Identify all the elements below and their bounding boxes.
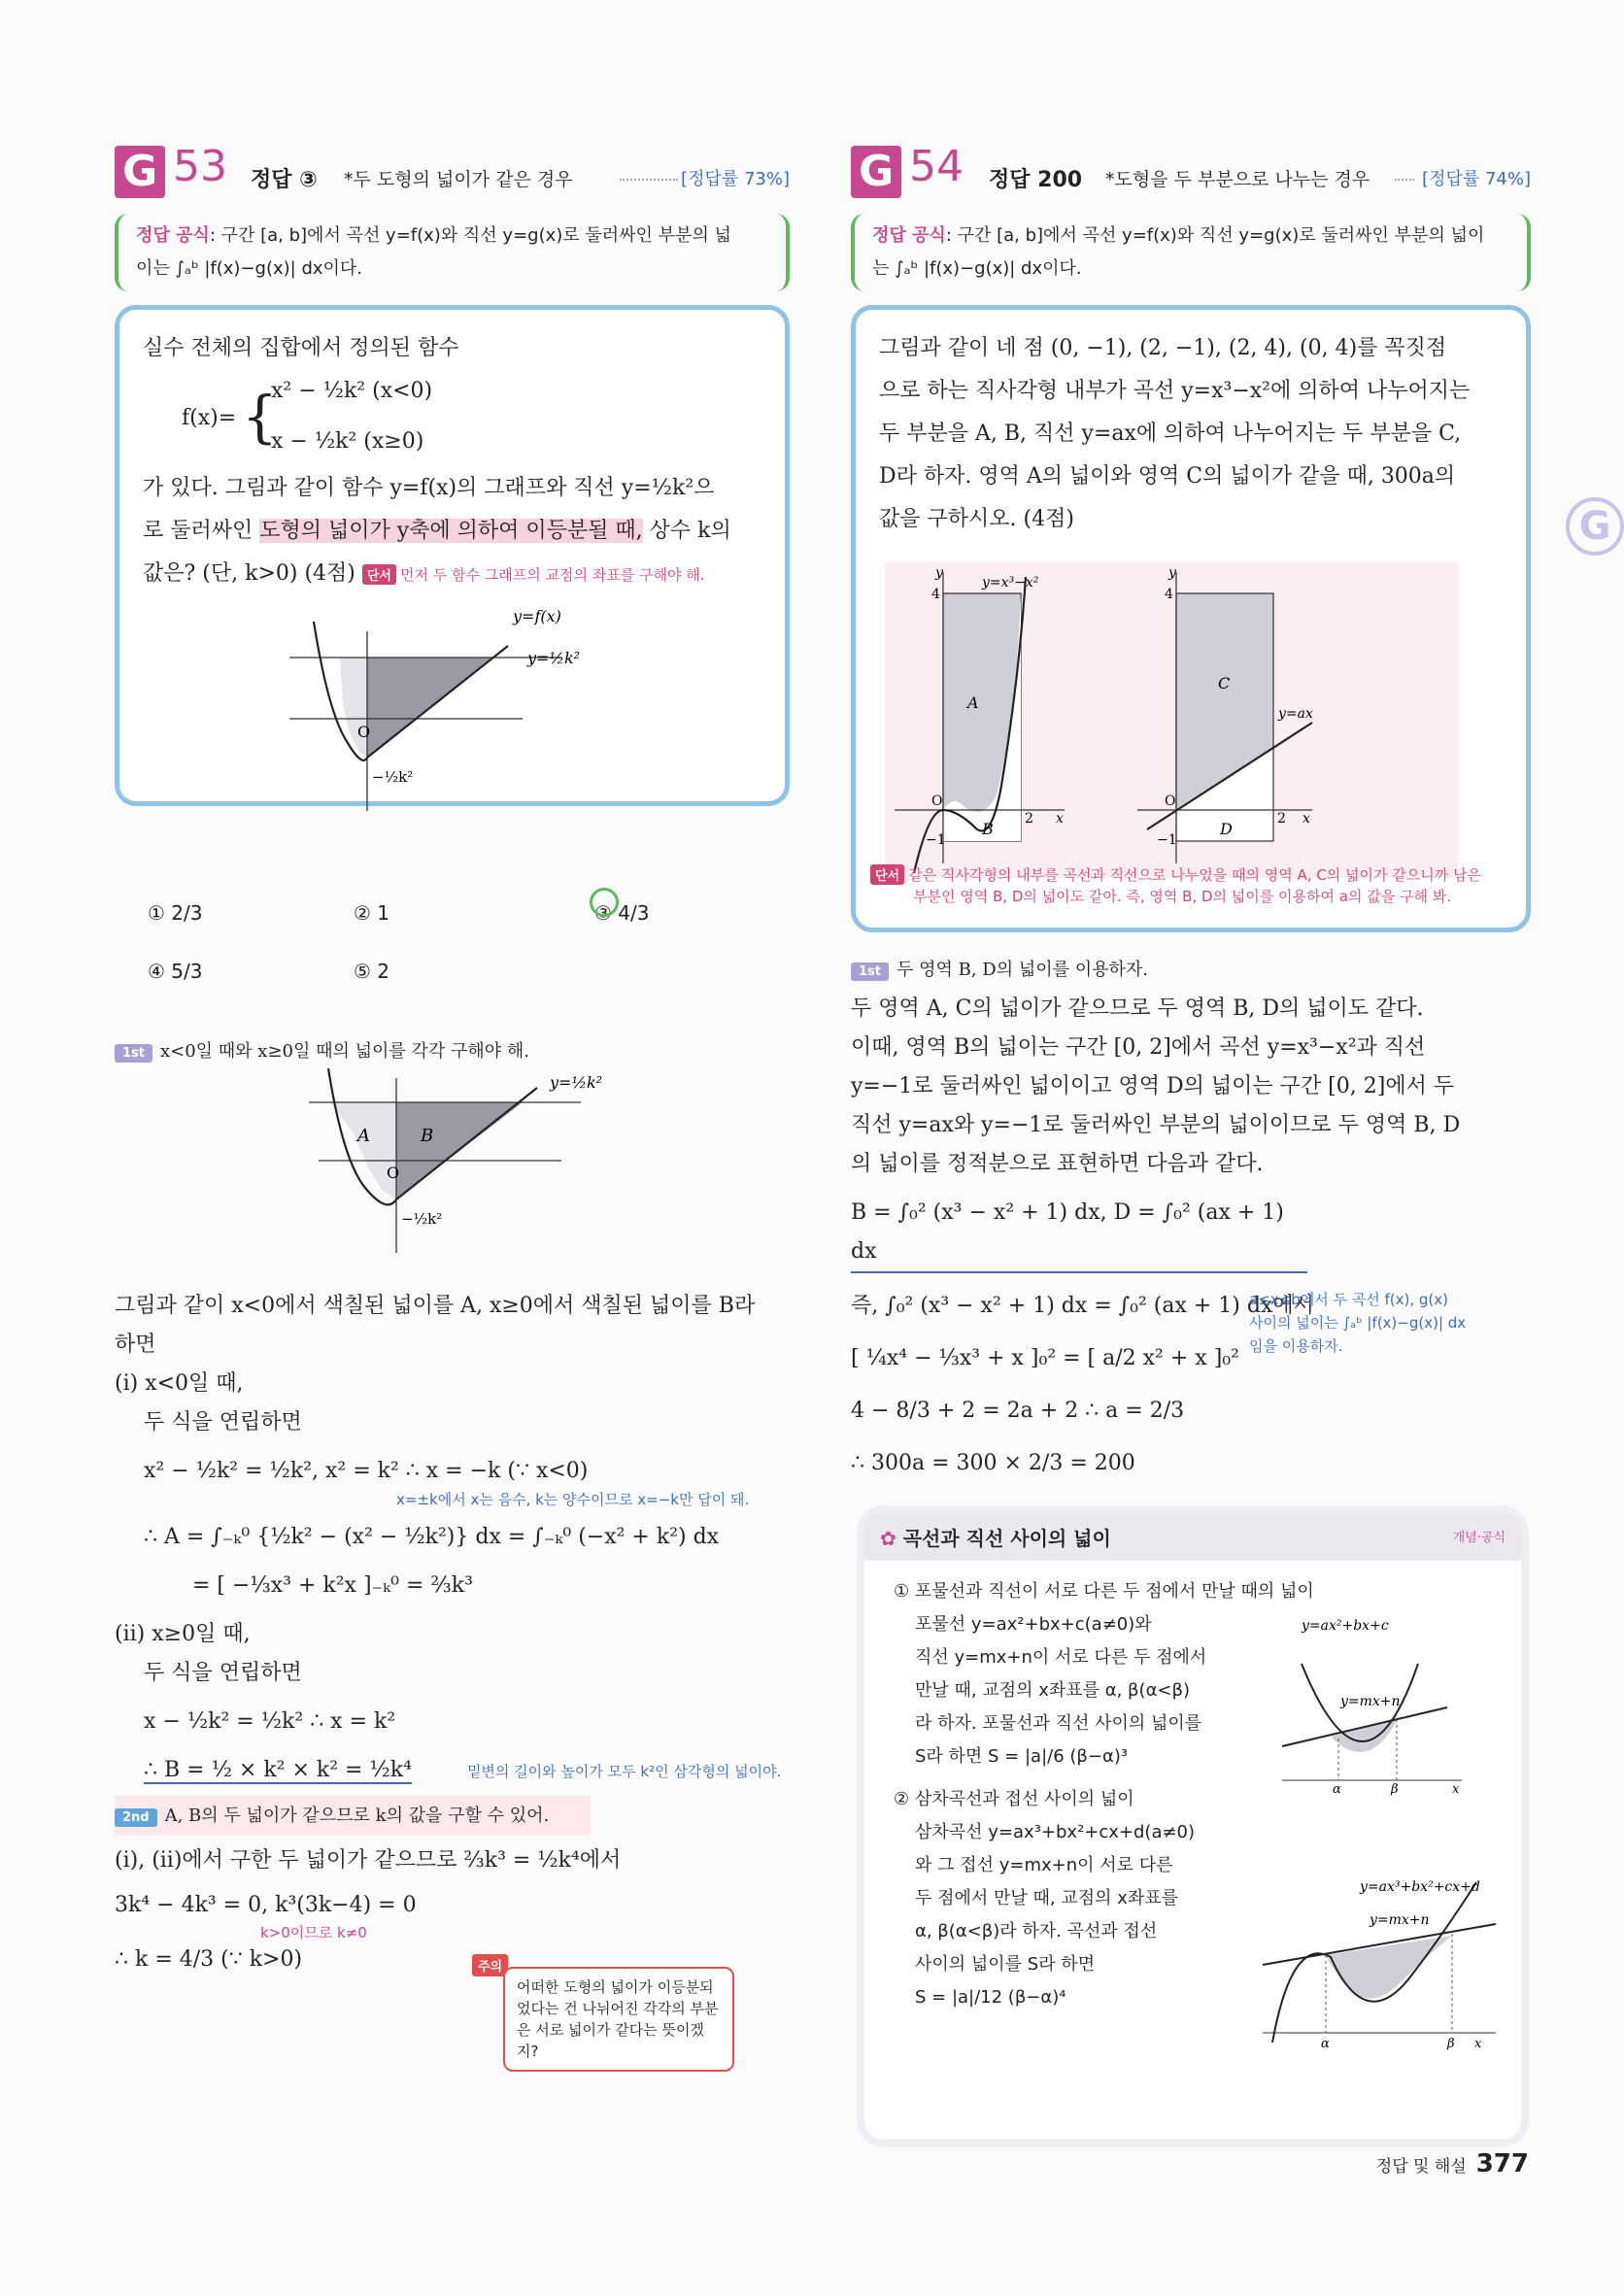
chapter-tab: G — [1566, 497, 1624, 556]
question-graph — [270, 607, 678, 821]
step-1-tag: 1st — [851, 962, 889, 981]
region-b-label: B — [421, 1126, 434, 1146]
concept-line: 라 하자. 포물선과 직선 사이의 넓이를 — [915, 1713, 1202, 1734]
concept-line: 직선 y=mx+n이 서로 다른 두 점에서 — [915, 1647, 1207, 1668]
region-a-label: A — [357, 1126, 370, 1146]
problem-header — [851, 136, 1531, 200]
star-icon: ✿ — [880, 1527, 897, 1550]
question-line: 으로 하는 직사각형 내부가 곡선 y=x³−x²에 의하여 나누어지는 — [879, 379, 1471, 403]
sol-line: 하면 — [115, 1333, 156, 1357]
question-line: 값을 구하시오. (4점) — [879, 507, 1074, 531]
sol-line: 이때, 영역 B의 넓이는 구간 [0, 2]에서 곡선 y=x³−x²과 직선 — [851, 1035, 1426, 1060]
equation: ∴ 300a = 300 × 2/3 = 200 — [851, 1451, 1135, 1475]
formula-label: 정답 공식 — [136, 225, 210, 246]
question-line: 그림과 같이 네 점 (0, −1), (2, −1), (2, 4), (0, 4)를 꼭짓점 — [879, 336, 1447, 360]
solution-body — [115, 1287, 795, 1979]
step-1-tag: 1st — [115, 1044, 152, 1063]
x-label: x — [1056, 811, 1064, 827]
sol-line: 의 넓이를 정적분으로 표현하면 다음과 같다. — [851, 1152, 1264, 1176]
equation: [ ¼x⁴ − ⅓x³ + x ]₀² = [ a/2 x² + x ]₀² — [851, 1346, 1239, 1370]
step-2 — [115, 1796, 591, 1836]
tick-2: 2 — [1025, 811, 1033, 827]
brace: { — [242, 384, 278, 450]
concept-tag: 개념·공식 — [1452, 1531, 1506, 1545]
line-label: y=mx+n — [1370, 1912, 1430, 1928]
alpha-label: α — [1321, 2037, 1330, 2051]
note: 밑변의 길이와 높이가 모두 k²인 삼각형의 넓이야. — [466, 1763, 782, 1780]
question-line: D라 하자. 영역 A의 넓이와 영역 C의 넓이가 같을 때, 300a의 — [879, 464, 1456, 489]
origin-label: O — [931, 793, 943, 809]
beta-label: β — [1391, 1782, 1399, 1797]
step-2-tag: 2nd — [115, 1808, 157, 1827]
question-line-1: 실수 전체의 집합에서 정의된 함수 — [143, 336, 459, 360]
x-label: x — [1474, 2037, 1482, 2051]
divider — [620, 179, 678, 181]
solution-body — [851, 950, 1531, 1483]
formula-label: 정답 공식 — [872, 225, 946, 246]
line-label: y=mx+n — [1340, 1694, 1401, 1709]
note: k>0이므로 k≠0 — [260, 1924, 367, 1941]
tick-4b: 4 — [1165, 587, 1173, 602]
region-b-label: B — [982, 820, 994, 838]
origin-label: O — [357, 723, 371, 741]
concept-line: 사이의 넓이를 S라 하면 — [915, 1954, 1096, 1975]
caution-box: 어떠한 도형의 넓이가 이등분되었다는 건 나뉘어진 각각의 부분은 서로 넓이가 같다는 뜻이겠지? — [503, 1967, 734, 2072]
equation: 즉, ∫₀² (x³ − x² + 1) dx = ∫₀² (ax + 1) dx에서 — [851, 1294, 1314, 1318]
tick-neg1b: −1 — [1157, 832, 1177, 848]
q4c: 상수 k의 — [642, 519, 731, 543]
problem-53 — [115, 136, 790, 2060]
answer-formula — [851, 214, 1531, 291]
curve-label: y=ax³+bx²+cx+d — [1360, 1879, 1480, 1895]
equation: ∴ A = ∫₋ₖ⁰ {½k² − (x² − ½k²)} dx = ∫₋ₖ⁰ (−x² + k²) dx — [144, 1525, 720, 1549]
choice-4[interactable]: ④ 5/3 — [148, 960, 203, 983]
alpha-label: α — [1333, 1782, 1341, 1797]
choice-2[interactable]: ② 1 — [354, 901, 390, 925]
concept-line: 두 점에서 만날 때, 교점의 x좌표를 — [915, 1888, 1179, 1908]
x-label: x — [1452, 1782, 1460, 1797]
region-a-label: A — [967, 693, 979, 712]
curve-label: y=x³−x² — [982, 575, 1039, 591]
tick-neg1: −1 — [926, 832, 946, 848]
origin-label: O — [387, 1164, 400, 1182]
fx-label: y=f(x) — [513, 607, 561, 625]
equation: 3k⁴ − 4k³ = 0, k³(3k−4) = 0 — [115, 1893, 417, 1917]
formula-text: : 구간 [a, b]에서 곡선 y=f(x)와 직선 y=g(x)로 둘러싸인 부분의 넓 — [209, 225, 731, 246]
unit-badge: G — [851, 146, 901, 198]
question-line: 두 부분을 A, B, 직선 y=ax에 의하여 나누어지는 두 부분을 C, — [879, 422, 1462, 446]
accuracy-rate: [정답률 73%] — [681, 169, 790, 189]
topic-label: *도형을 두 부분으로 나누는 경우 — [1105, 169, 1370, 190]
question-line-3: 가 있다. 그림과 같이 함수 y=f(x)의 그래프와 직선 y=½k²으 — [143, 476, 715, 500]
region-d-label: D — [1220, 820, 1233, 838]
step-1-text: x<0일 때와 x≥0일 때의 넓이를 각각 구해야 해. — [160, 1041, 529, 1062]
q5: 값은? (단, k>0) (4점) — [143, 561, 355, 586]
concept-title-text: 곡선과 직선 사이의 넓이 — [902, 1527, 1111, 1550]
hint-block — [870, 864, 1511, 907]
piecewise-function — [143, 370, 761, 467]
region-left — [340, 658, 367, 758]
problem-54 — [851, 136, 1531, 2051]
case-1: x² − ½k² (x<0) — [271, 379, 433, 403]
equation-b — [115, 1751, 795, 1790]
formula-text-2: 이는 ∫ₐᵇ |f(x)−g(x)| dx이다. — [136, 258, 363, 279]
question-graphs — [885, 562, 1458, 878]
note-line: 사이의 넓이는 ∫ₐᵇ |f(x)−g(x)| dx — [1249, 1314, 1467, 1332]
choice-1[interactable]: ① 2/3 — [148, 901, 203, 925]
accuracy-rate: [정답률 74%] — [1422, 169, 1531, 189]
note-line: 임을 이용하자. — [1249, 1337, 1343, 1355]
fx-label: f(x)= — [182, 406, 237, 430]
equation: ∴ k = 4/3 (∵ k>0) — [115, 1947, 303, 1972]
side-note — [1249, 1288, 1531, 1358]
caution-tag: 주의 — [472, 1954, 508, 1976]
footer — [1376, 2149, 1529, 2178]
concept-line: α, β(α<β)라 하자. 곡선과 접선 — [915, 1921, 1158, 1941]
curve-label: y=ax²+bx+c — [1302, 1618, 1389, 1634]
step-2-text: A, B의 두 넓이가 같으므로 k의 값을 구할 수 있어. — [164, 1806, 550, 1826]
correct-mark-icon — [590, 888, 619, 917]
concept-title — [864, 1513, 1521, 1561]
concept-box — [864, 1513, 1521, 2140]
cubic-graph — [1253, 1877, 1515, 2052]
concept-line: 만날 때, 교점의 x좌표를 α, β(α<β) — [915, 1680, 1191, 1701]
y-label: y — [935, 565, 943, 581]
formula-text-2: 는 ∫ₐᵇ |f(x)−g(x)| dx이다. — [872, 258, 1082, 279]
sol-line: 두 영역 A, C의 넓이가 같으므로 두 영역 B, D의 넓이도 같다. — [851, 996, 1424, 1021]
sol-line: 직선 y=ax와 y=−1로 둘러싸인 부분의 넓이이므로 두 영역 B, D — [851, 1113, 1461, 1137]
concept-2-title: ② 삼차곡선과 접선 사이의 넓이 — [894, 1789, 1134, 1809]
hint-text-2: 부분인 영역 B, D의 넓이도 같아. 즉, 영역 B, D의 넓이를 이용하여 a의 값을 구해 봐. — [913, 888, 1451, 905]
equation: = [ −⅓x³ + k²x ]₋ₖ⁰ = ⅔k³ — [192, 1573, 473, 1598]
step-1-text: 두 영역 B, D의 넓이를 이용하자. — [897, 960, 1148, 980]
footer-label: 정답 및 해설 — [1375, 2157, 1467, 2177]
equation: B = ∫₀² (x³ − x² + 1) dx, D = ∫₀² (ax + 1) dx — [851, 1194, 1307, 1273]
question-line-4 — [143, 510, 761, 553]
y-label-2: y — [1168, 565, 1176, 581]
q4a: 로 둘러싸인 — [143, 519, 260, 543]
case-2: x − ½k² (x≥0) — [271, 429, 424, 454]
concept-1-title: ① 포물선과 직선이 서로 다른 두 점에서 만날 때의 넓이 — [894, 1581, 1314, 1602]
hint-text: 먼저 두 함수 그래프의 교점의 좌표를 구해야 해. — [400, 566, 705, 584]
topic-label: *두 도형의 넓이가 같은 경우 — [344, 169, 573, 190]
case-2: (ii) x≥0일 때, — [115, 1622, 251, 1646]
neg-label: −½k² — [401, 1210, 443, 1228]
answer-formula — [115, 214, 790, 291]
parabola-graph — [1272, 1610, 1515, 1797]
hint-text: 같은 직사각형의 내부를 곡선과 직선으로 나누었을 때의 영역 A, C의 넓이가 같으니까 남은 — [908, 866, 1481, 884]
note-line: a≤x≤b에서 두 곡선 f(x), g(x) — [1249, 1291, 1448, 1308]
equation: ∴ B = ½ × k² × k² = ½k⁴ — [144, 1758, 412, 1782]
line-label: y=½k² — [550, 1073, 603, 1092]
origin-label-2: O — [1165, 793, 1176, 809]
answer-label: 정답 ③ — [251, 168, 318, 192]
hint-tag: 단서 — [362, 564, 396, 585]
neg-label: −½k² — [372, 768, 414, 786]
concept-line: 삼차곡선 y=ax³+bx²+cx+d(a≠0) — [915, 1822, 1196, 1842]
sol-line: y=−1로 둘러싸인 넓이이고 영역 D의 넓이는 구간 [0, 2]에서 두 — [851, 1074, 1455, 1098]
page-number: 377 — [1475, 2149, 1529, 2178]
sol-line: (i), (ii)에서 구한 두 넓이가 같으므로 ⅔k³ = ½k⁴에서 — [115, 1848, 622, 1873]
beta-label: β — [1447, 2037, 1455, 2051]
choice-5[interactable]: ⑤ 2 — [354, 960, 390, 983]
question-box — [851, 305, 1531, 932]
case-1-text: 두 식을 연립하면 — [144, 1410, 302, 1435]
concept-line: 와 그 접선 y=mx+n이 서로 다른 — [915, 1855, 1173, 1875]
case-2-text: 두 식을 연립하면 — [144, 1661, 302, 1685]
x-label-2: x — [1303, 811, 1310, 827]
case-1: (i) x<0일 때, — [115, 1371, 244, 1396]
concept-line: S = |a|/12 (β−α)⁴ — [915, 1987, 1066, 2008]
note: x=±k에서 x는 음수, k는 양수이므로 x=−k만 답이 돼. — [396, 1491, 750, 1508]
problem-header — [115, 136, 790, 200]
line-label: y=ax — [1278, 706, 1313, 722]
region-c-label: C — [1218, 674, 1231, 692]
solution-step1 — [851, 950, 1531, 990]
tick-2b: 2 — [1277, 811, 1286, 827]
concept-line: 포물선 y=ax²+bx+c(a≠0)와 — [915, 1614, 1152, 1635]
area-fill — [1331, 1717, 1399, 1752]
unit-badge: G — [115, 146, 165, 198]
choice-3[interactable]: ③ 4/3 — [594, 901, 650, 925]
sol-line: 그림과 같이 x<0에서 색칠된 넓이를 A, x≥0에서 색칠된 넓이를 B라 — [115, 1294, 756, 1318]
problem-number: 54 — [909, 142, 964, 191]
equation: 4 − 8/3 + 2 = 2a + 2 ∴ a = 2/3 — [851, 1399, 1185, 1423]
answer-label: 정답 200 — [989, 168, 1083, 192]
formula-text: : 구간 [a, b]에서 곡선 y=f(x)와 직선 y=g(x)로 둘러싸인 부분의 넓이 — [945, 225, 1485, 246]
divider — [1395, 179, 1414, 181]
tick-4: 4 — [931, 587, 940, 602]
solution-graph — [299, 1073, 707, 1258]
question-line-5 — [143, 553, 761, 595]
highlight-text: 도형의 넓이가 y축에 의하여 이등분될 때, — [259, 519, 643, 543]
equation: x − ½k² = ½k² ∴ x = k² — [144, 1709, 396, 1734]
solution-step1 — [115, 1031, 795, 1071]
equation: x² − ½k² = ½k², x² = k² ∴ x = −k (∵ x<0) — [144, 1459, 589, 1483]
hint-tag: 단서 — [870, 864, 904, 885]
line-label: y=½k² — [527, 649, 581, 667]
concept-line: S라 하면 S = |a|/6 (β−α)³ — [915, 1746, 1129, 1767]
problem-number: 53 — [173, 142, 227, 191]
